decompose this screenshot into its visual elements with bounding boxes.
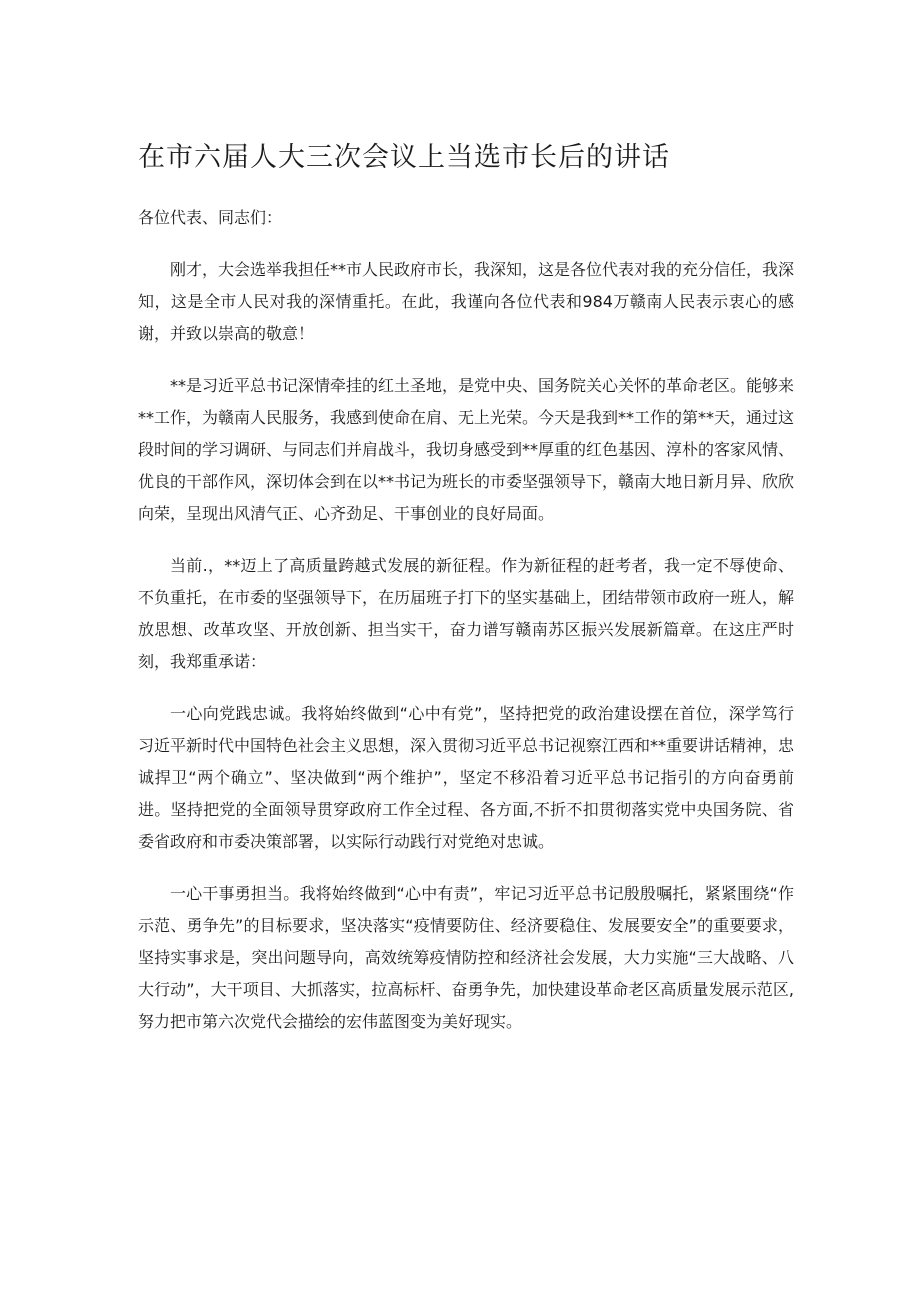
paragraph-1: 刚才，大会选举我担任**市人民政府市长，我深知，这是各位代表对我的充分信任，我深知，这是全市人民对我的深情重托。在此，我谨向各位代表和984万赣南人民表示衷心的感谢，并致以崇高的敬意！: [138, 260, 795, 343]
salutation: 各位代表、同志们：: [138, 208, 283, 227]
paragraph-4: 一心向党践忠诚。我将始终做到“心中有党”，坚持把党的政治建设摆在首位，深学笃行习近平新时代中国特色社会主义思想，深入贯彻习近平总书记视察江西和**重要讲话精神，忠诚捍卫“两个确立”、坚决做到“两个维护”，坚定不移沿着习近平总书记指引的方向奋勇前进。坚持把党的全面领导贯穿政府工作全过程、各方面,不折不扣贯彻落实党中央国务院、省委省政府和市委决策部署，以实际行动践行对党绝对忠诚。: [138, 704, 795, 851]
document-body: [138, 202, 794, 1058]
paragraph-3: 当前.，**迈上了高质量跨越式发展的新征程。作为新征程的赶考者，我一定不辱使命、不负重托，在市委的坚强领导下，在历届班子打下的坚实基础上，团结带领市政府一班人，解放思想、改革攻坚、开放创新、担当实干，奋力谱写赣南苏区振兴发展新篇章。在这庄严时刻，我郑重承诺：: [138, 556, 795, 671]
document-title: 在市六届人大三次会议上当选市长后的讲话: [138, 142, 670, 173]
paragraph-5: 一心干事勇担当。我将始终做到“心中有责”，牢记习近平总书记殷殷嘱托，紧紧围绕“作示范、勇争先”的目标要求，坚决落实“疫情要防住、经济要稳住、发展要安全”的重要要求，坚持实事求是，突出问题导向，高效统筹疫情防控和经济社会发展，大力实施“三大战略、八大行动”，大干项目、大抓落实，拉高标杆、奋勇争先，加快建设革命老区高质量发展示范区,努力把市第六次党代会描绘的宏伟蓝图变为美好现实。: [138, 884, 794, 1031]
paragraph-2: **是习近平总书记深情牵挂的红土圣地，是党中央、国务院关心关怀的革命老区。能够来**工作，为赣南人民服务，我感到使命在肩、无上光荣。今天是我到**工作的第**天，通过这段时间的学习调研、与同志们并肩战斗，我切身感受到**厚重的红色基因、淳朴的客家风情、优良的干部作风，深切体会到在以**书记为班长的市委坚强领导下，赣南大地日新月异、欣欣向荣，呈现出风清气正、心齐劲足、干事创业的良好局面。: [138, 376, 795, 523]
